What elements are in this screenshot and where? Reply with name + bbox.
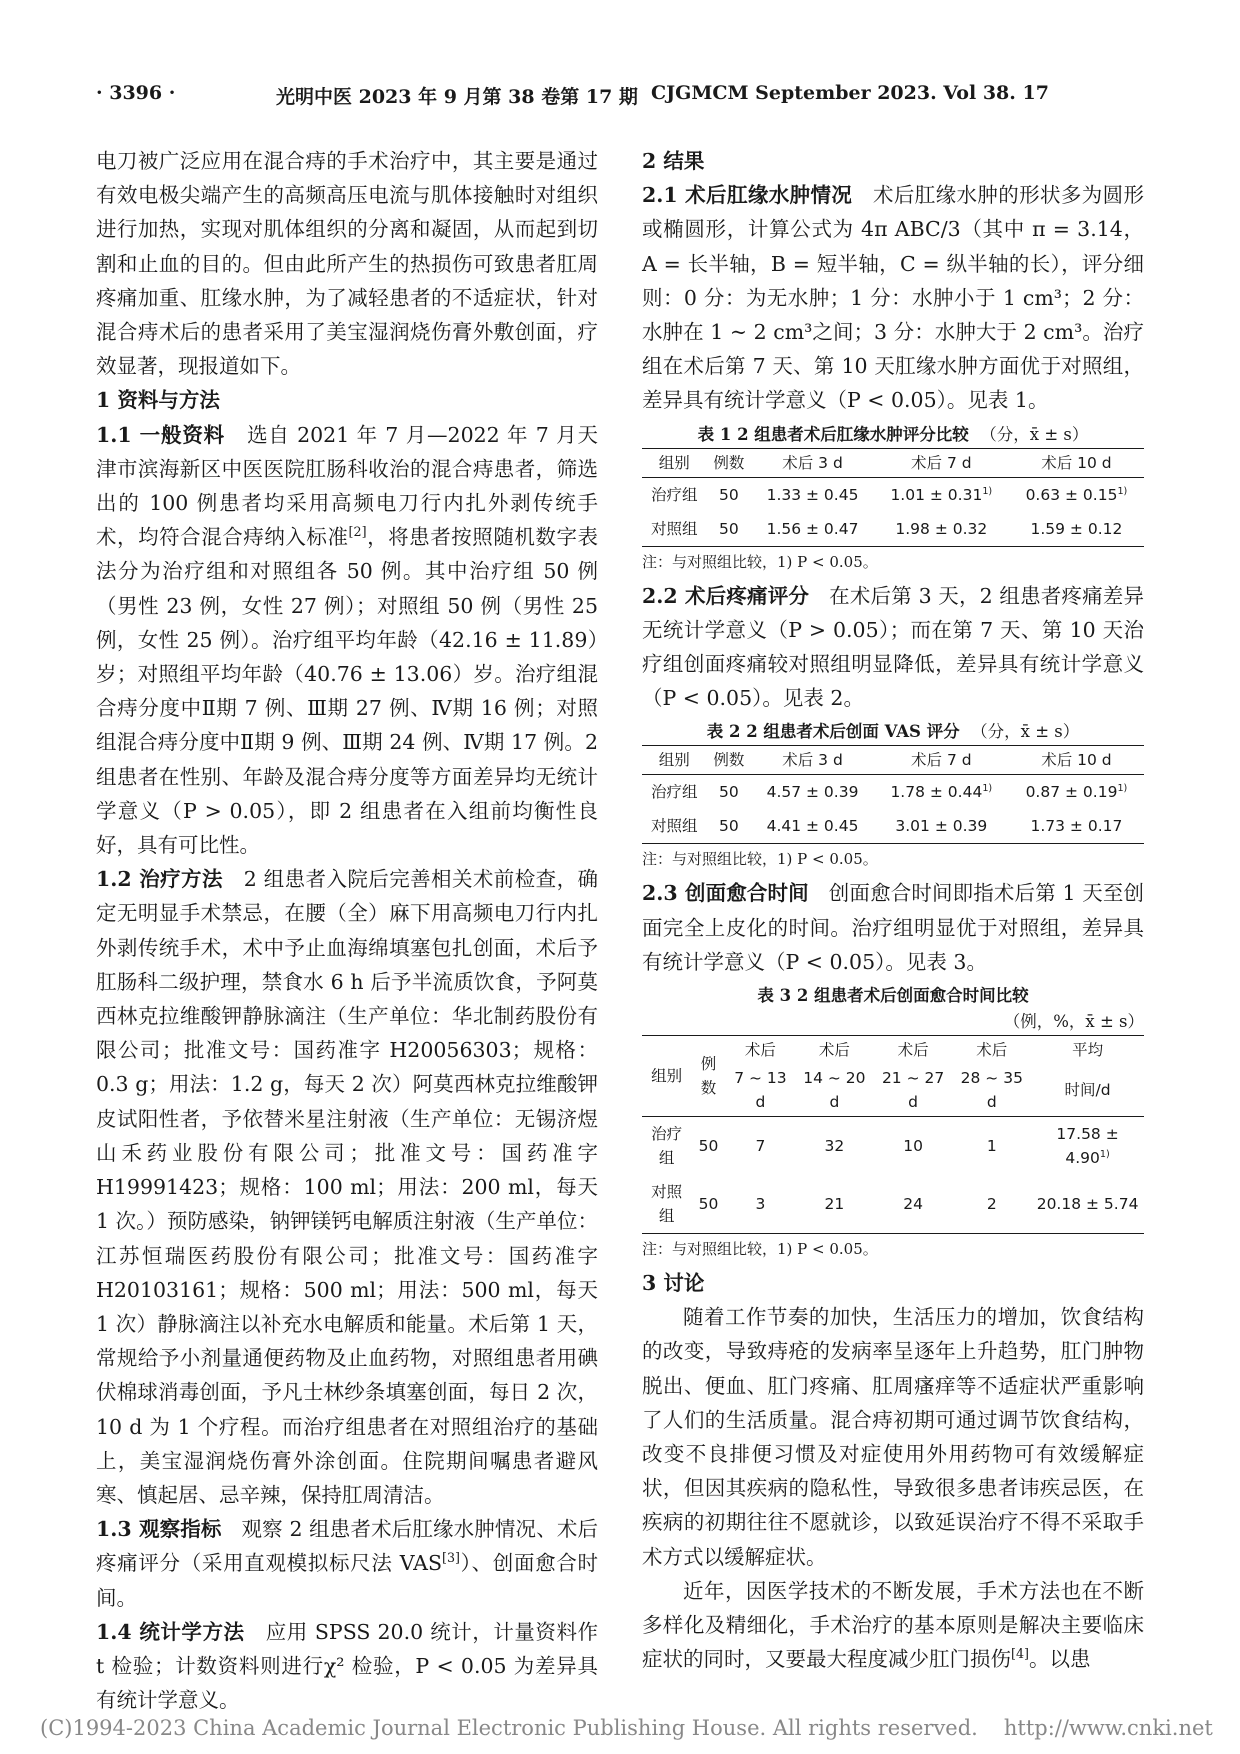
table-header-cell: 术后 7 d: [874, 746, 1009, 775]
table-row: [642, 1175, 1144, 1234]
citation-ref: [2]: [348, 524, 367, 540]
section-1-3-text-cont: ）、创面愈合时间。: [96, 1551, 598, 1610]
table-3-note: 注：与对照组比较，1) P < 0.05。: [642, 1240, 878, 1259]
section-1-3-text: 观察 2 组患者术后肛缘水肿情况、术后疼痛评分（采用直观模拟标尺法 VAS: [96, 1517, 598, 1576]
table-cell: 50: [707, 512, 752, 547]
table-header-cell: 例数: [707, 746, 752, 775]
discussion-text-tail: 。以患: [1029, 1647, 1091, 1672]
table-cell: 10: [903, 1137, 923, 1156]
table-header-cell: 28 ~ 35 d: [952, 1064, 1031, 1117]
cnki-link[interactable]: http://www.cnki.net: [1003, 1716, 1213, 1740]
table-1-grid: [642, 448, 1144, 547]
section-2-3-text: 创面愈合时间即指术后第 1 天至创面完全上皮化的时间。治疗组明显优于对照组，差异具有统计学意义（P < 0.05）。见表 3。: [642, 881, 1144, 974]
table-cell: 50: [698, 1137, 719, 1156]
section-2-1-paragraph: [642, 178, 1144, 417]
table-1-caption: [642, 422, 1144, 448]
table-3-unit: （例，%，x̄ ± s）: [1003, 1012, 1144, 1032]
table-cell: 治疗组: [651, 1125, 683, 1168]
table-row: [642, 809, 1144, 844]
table-cell: 21: [795, 1175, 874, 1234]
table-2-title: 表 2 2 组患者术后创面 VAS 评分: [706, 722, 960, 742]
table-cell: 1.33 ± 0.45: [766, 485, 859, 504]
table-1-note: 注：与对照组比较，1) P < 0.05。: [642, 552, 878, 571]
significance-mark: 1): [1117, 783, 1128, 795]
citation-ref: [3]: [441, 1550, 460, 1566]
discussion-paragraph-2: [642, 1574, 1144, 1677]
table-header-cell: 组别: [642, 1036, 691, 1117]
copyright-text: (C)1994-2023 China Academic Journal Electronic Publishing House. All rights reserved.: [40, 1716, 978, 1740]
section-1-4-heading: 1.4 统计学方法: [96, 1619, 245, 1644]
significance-mark: 1): [1117, 485, 1128, 497]
significance-mark: 1): [982, 783, 993, 795]
table-cell: 4.57 ± 0.39: [766, 783, 859, 802]
table-header-cell: 时间/d: [1031, 1064, 1144, 1117]
table-header-cell: 14 ~ 20 d: [795, 1064, 874, 1117]
table-cell: 24: [874, 1175, 953, 1234]
section-3-heading: 3 讨论: [642, 1271, 705, 1296]
table-row: [642, 477, 1144, 512]
intro-paragraph: 电刀被广泛应用在混合痔的手术治疗中，其主要是通过有效电极尖端产生的高频高压电流与肌体接触时对组织进行加热，实现对肌体组织的分离和凝固，从而起到切割和止血的目的。但由此所产生的热损伤可致患者肛周疼痛加重、肛缘水肿，为了减轻患者的不适症状，针对混合痔术后的患者采用了美宝湿润烧伤膏外敷创面，疗效显著，现报道如下。: [96, 149, 598, 379]
table-1-unit: （分，x̄ ± s）: [980, 424, 1089, 444]
table-1-title: 表 1 2 组患者术后肛缘水肿评分比较: [697, 424, 969, 444]
table-header-cell: 术后: [795, 1036, 874, 1065]
citation-ref: [4]: [1011, 1646, 1029, 1662]
section-2-1-heading: 2.1 术后肛缘水肿情况: [642, 183, 853, 208]
table-header-cell: 组别: [642, 448, 707, 477]
table-cell: 治疗组: [651, 485, 698, 504]
section-1-heading: 1 资料与方法: [96, 388, 220, 413]
table-cell: 20.18 ± 5.74: [1031, 1175, 1144, 1234]
table-row: [642, 775, 1144, 810]
section-2-2-text: 在术后第 3 天，2 组患者疼痛差异无统计学意义（P > 0.05）；而在第 7 天、第 10 天治疗组创面疼痛较对照组明显降低，差异具有统计学意义（P < 0.05）。见表 2。: [642, 583, 1144, 711]
table-cell: 治疗组: [651, 783, 698, 802]
table-header-cell: 术后 7 d: [874, 448, 1009, 477]
table-cell: [1031, 1117, 1144, 1176]
cell-value: 0.87 ± 0.19: [1025, 783, 1118, 802]
copyright-footer: [40, 1716, 1213, 1740]
table-cell: 1.59 ± 0.12: [1009, 512, 1144, 547]
section-1-3-heading: 1.3 观察指标: [96, 1517, 222, 1542]
table-cell: 50: [719, 485, 739, 504]
table-header-cell: 组别: [642, 746, 707, 775]
table-cell: [874, 477, 1009, 512]
section-1-1-heading: 1.1 一般资料: [96, 422, 225, 447]
table-cell: 2: [952, 1175, 1031, 1234]
table-3-caption: 表 3 2 组患者术后创面愈合时间比较: [757, 986, 1029, 1006]
table-1: [642, 422, 1144, 575]
page-number: · 3396 ·: [96, 82, 176, 104]
table-cell: 对照组: [642, 1175, 691, 1234]
section-1-1-paragraph: [96, 418, 598, 863]
table-header-cell: 例数: [691, 1036, 726, 1117]
cell-value: 1.78 ± 0.44: [890, 783, 983, 802]
table-header-cell: 术后 3 d: [751, 448, 874, 477]
section-1-2-heading: 1.2 治疗方法: [96, 867, 223, 892]
table-3: [642, 983, 1144, 1262]
section-1-2-paragraph: [96, 862, 598, 1512]
table-cell: 50: [691, 1175, 726, 1234]
section-2-3-paragraph: [642, 876, 1144, 979]
table-row: [642, 512, 1144, 547]
table-cell: 1.73 ± 0.17: [1009, 809, 1144, 844]
cell-value: 0.63 ± 0.15: [1025, 485, 1118, 504]
table-header-cell: 21 ~ 27 d: [874, 1064, 953, 1117]
table-cell: 1: [986, 1137, 997, 1156]
table-header-cell: 7 ~ 13 d: [726, 1064, 795, 1117]
table-2-unit: （分，x̄ ± s）: [971, 722, 1080, 742]
discussion-paragraph-1: 随着工作节奏的加快，生活压力的增加，饮食结构的改变，导致痔疮的发病率呈逐年上升趋势，肛门肿物脱出、便血、肛门疼痛、肛周瘙痒等不适症状严重影响了人们的生活质量。混合痔初期可通过调节饮食结构，改变不良排便习惯及对症使用外用药物可有效缓解症状，但因其疾病的隐私性，导致很多患者讳疾忌医，在疾病的初期往往不愿就诊，以致延误治疗不得不采取手术方式以缓解症状。: [642, 1305, 1144, 1569]
table-cell: 7: [755, 1137, 766, 1156]
significance-mark: 1): [982, 485, 993, 497]
table-cell: 对照组: [642, 809, 707, 844]
table-cell: 1.56 ± 0.47: [751, 512, 874, 547]
left-column: [96, 144, 598, 1717]
table-cell: [874, 775, 1009, 810]
table-cell: 对照组: [642, 512, 707, 547]
journal-issue-en: CJGMCM September 2023. Vol 38. 17: [651, 82, 1049, 104]
table-cell: 50: [719, 783, 739, 802]
table-header-cell: 术后 10 d: [1009, 448, 1144, 477]
table-3-grid: [642, 1035, 1144, 1234]
table-header-cell: 术后 10 d: [1009, 746, 1144, 775]
journal-issue-cn: 光明中医 2023 年 9 月第 38 卷第 17 期: [276, 86, 638, 108]
table-cell: [1009, 775, 1144, 810]
right-column: [642, 144, 1144, 1676]
section-2-3-heading: 2.3 创面愈合时间: [642, 881, 809, 906]
table-cell: 50: [707, 809, 752, 844]
table-header-cell: 术后: [952, 1036, 1031, 1065]
section-1-4-paragraph: [96, 1615, 598, 1718]
table-header-cell: 术后: [874, 1036, 953, 1065]
table-cell: 1.98 ± 0.32: [874, 512, 1009, 547]
discussion-text: 近年，因医学技术的不断发展，手术方法也在不断多样化及精细化，手术治疗的基本原则是解决主要临床症状的同时，又要最大程度减少肛门损伤: [642, 1578, 1144, 1672]
table-cell: [1009, 477, 1144, 512]
table-header-cell: 术后: [726, 1036, 795, 1065]
section-1-3-paragraph: [96, 1512, 598, 1615]
table-2-caption: [642, 719, 1144, 745]
table-cell: 4.41 ± 0.45: [751, 809, 874, 844]
table-cell: 3: [726, 1175, 795, 1234]
table-2: [642, 719, 1144, 872]
section-2-2-paragraph: [642, 579, 1144, 716]
section-2-2-heading: 2.2 术后疼痛评分: [642, 583, 810, 608]
page-header: [96, 82, 1144, 112]
table-2-note: 注：与对照组比较，1) P < 0.05。: [642, 850, 878, 869]
table-header-cell: 术后 3 d: [751, 746, 874, 775]
cell-value: 1.01 ± 0.31: [890, 485, 983, 504]
section-2-1-text: 术后肛缘水肿的形状多为圆形或椭圆形，计算公式为 4π ABC/3（其中 π = 3.14，A = 长半轴，B = 短半轴，C = 纵半轴的长），评分细则：0 分：为无水肿；1 分：水肿小于 1 cm³；2 分：水肿在 1 ~ 2 cm³之间；3 分：水肿大于 2 cm³。治疗组在术后第 7 天、第 10 天肛缘水肿方面优于对照组，差异具有统计学意义（P < 0.05）。见表 1。: [642, 183, 1144, 413]
table-row: [642, 1117, 1144, 1176]
section-1-2-text: 2 组患者入院后完善相关术前检查，确定无明显手术禁忌，在腰（全）麻下用高频电刀行内扎外剥传统手术，术中予止血海绵填塞包扎创面，术后予肛肠科二级护理，禁食水 6 h 后予半流质饮食，予阿莫西林克拉维酸钾静脉滴注（生产单位：华北制药股份有限公司；批准文号：国药准字 H20056303；规格：0.3 g；用法：1.2 g，每天 2 次）阿莫西林克拉维酸钾皮试阳性者，予依替米星注射液（生产单位：无锡济煜山禾药业股份有限公司；批准文号：国药准字 H19991423；规格：100 ml；用法：200 ml，每天 1 次。）预防感染，钠钾镁钙电解质注射液（生产单位：江苏恒瑞医药股份有限公司；批准文号：国药准字 H20103161；规格：500 ml；用法：500 ml，每天 1 次）静脉滴注以补充水电解质和能量。术后第 1 天，常规给予小剂量通便药物及止血药物，对照组患者用碘伏棉球消毒创面，予凡士林纱条填塞创面，每日 2 次，10 d 为 1 个疗程。而治疗组患者在对照组治疗的基础上，美宝湿润烧伤膏外涂创面。住院期间嘱患者避风寒、慎起居、忌辛辣，保持肛周清洁。: [96, 867, 598, 1507]
table-cell: 3.01 ± 0.39: [874, 809, 1009, 844]
section-1-1-text-cont: ，将患者按照随机数字表法分为治疗组和对照组各 50 例。其中治疗组 50 例（男性 23 例，女性 27 例）；对照组 50 例（男性 25 例，女性 25 例）。治疗组平均年龄（42.16 ± 11.89）岁；对照组平均年龄（40.76 ± 13.06）岁。治疗组混合痔分度中Ⅱ期 7 例、Ⅲ期 27 例、Ⅳ期 16 例；对照组混合痔分度中Ⅱ期 9 例、Ⅲ期 24 例、Ⅳ期 17 例。2 组患者在性别、年龄及混合痔分度等方面差异均无统计学意义（P > 0.05），即 2 组患者在入组前均衡性良好，具有可比性。: [96, 525, 599, 858]
significance-mark: 1): [1099, 1148, 1110, 1160]
table-header-cell: 平均: [1031, 1036, 1144, 1065]
table-header-cell: 例数: [707, 448, 752, 477]
table-2-grid: [642, 745, 1144, 844]
table-cell: 32: [824, 1137, 845, 1156]
section-1-1-text: 选自 2021 年 7 月—2022 年 7 月天津市滨海新区中医医院肛肠科收治的混合痔患者，筛选出的 100 例患者均采用高频电刀行内扎外剥传统手术，均符合混合痔纳入标准: [96, 422, 598, 550]
cell-value: 17.58 ± 4.90: [1056, 1125, 1119, 1168]
section-2-heading: 2 结果: [642, 149, 705, 173]
section-1-4-text: 应用 SPSS 20.0 统计，计量资料作 t 检验；计数资料则进行χ² 检验，P < 0.05 为差异具有统计学意义。: [96, 1619, 598, 1713]
